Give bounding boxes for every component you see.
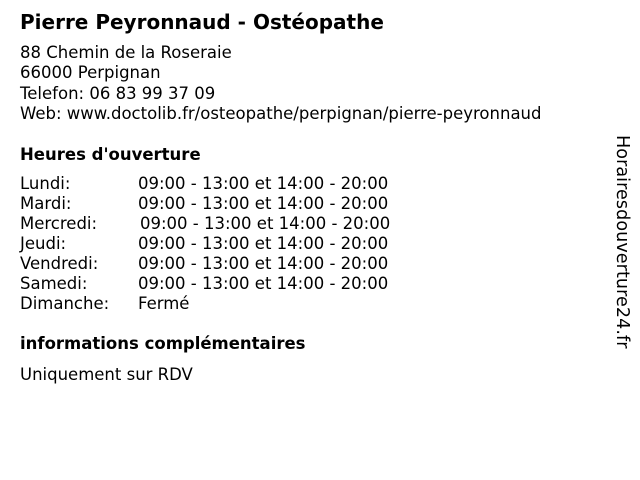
phone-number: Telefon: 06 83 99 37 09 [20,83,216,103]
website-link[interactable]: Web: www.doctolib.fr/osteopathe/perpignan/pierre-peyronnaud [20,103,542,123]
site-watermark: Horairesdouverture24.fr [612,135,632,349]
time-range: 09:00 - 13:00 et 14:00 - 20:00 [138,194,389,213]
time-range: 09:00 - 13:00 et 14:00 - 20:00 [138,254,389,273]
day-label: Samedi: [20,274,88,293]
page-title: Pierre Peyronnaud - Ostéopathe [20,10,384,34]
opening-hours-heading: Heures d'ouverture [20,145,201,164]
day-label: Mercredi: [20,214,98,233]
day-label: Jeudi: [20,234,67,253]
additional-info-heading: informations complémentaires [20,334,306,353]
time-range: 09:00 - 13:00 et 14:00 - 20:00 [138,274,389,293]
address-street: 88 Chemin de la Roseraie [20,43,232,62]
time-range: 09:00 - 13:00 et 14:00 - 20:00 [138,174,389,193]
time-range: 09:00 - 13:00 et 14:00 - 20:00 [138,234,389,253]
day-label: Lundi: [20,174,71,193]
time-range: 09:00 - 13:00 et 14:00 - 20:00 [140,214,391,233]
contact-block [20,43,541,124]
additional-info-text: Uniquement sur RDV [20,365,193,384]
day-label: Mardi: [20,194,72,213]
address-city: 66000 Perpignan [20,63,161,83]
day-label: Dimanche: [20,294,110,313]
day-label: Vendredi: [20,254,99,273]
time-range: Fermé [138,294,190,313]
